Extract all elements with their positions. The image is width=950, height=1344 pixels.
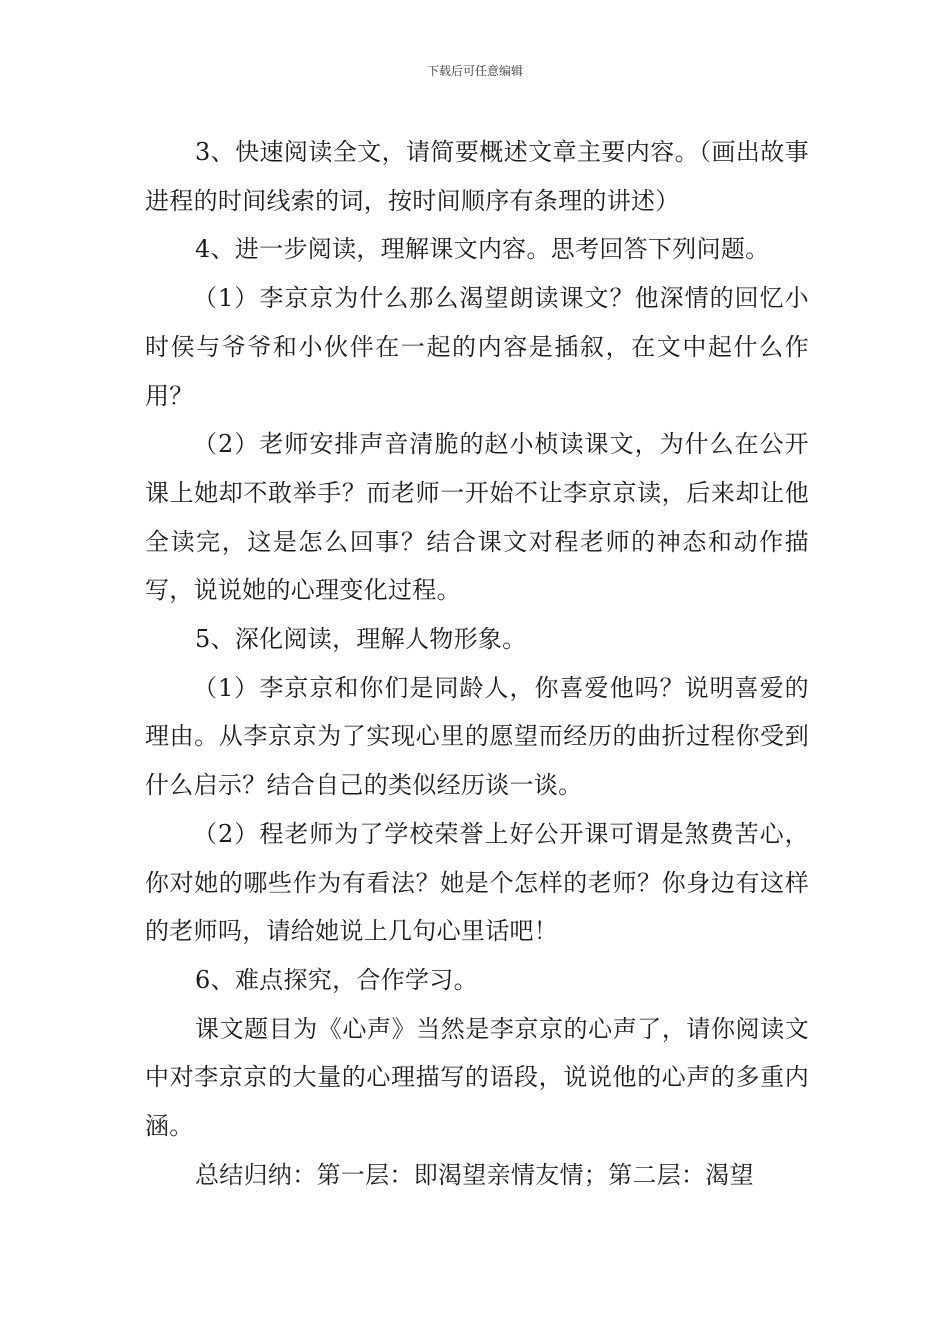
paragraph-step-4-question-1: （1）李京京为什么那么渴望朗读课文？他深情的回忆小时侯与爷爷和小伙伴在一起的内容是插叙，在文中起什么作用？ (145, 284, 809, 410)
paragraph-step-4-question-2: （2）老师安排声音清脆的赵小桢读课文，为什么在公开课上她却不敢举手？而老师一开始不让李京京读，后来却让他全读完，这是怎么回事？结合课文对程老师的神态和动作描写，说说她的心理变化过程。 (145, 430, 809, 605)
paragraph-step-5-question-1: （1）李京京和你们是同龄人，你喜爱他吗？说明喜爱的理由。从李京京为了实现心里的愿望而经历的曲折过程你受到什么启示？结合自己的类似经历谈一谈。 (145, 673, 809, 800)
paragraph-step-5: 5、深化阅读，理解人物形象。 (195, 625, 527, 654)
paragraph-step-4: 4、进一步阅读，理解课文内容。思考回答下列问题。 (195, 235, 770, 264)
paragraph-step-5-question-2: （2）程老师为了学校荣誉上好公开课可谓是煞费苦心，你对她的哪些作为有看法？她是个怎样的老师？你身边有这样的老师吗，请给她说上几句心里话吧！ (145, 819, 809, 946)
document-body (145, 128, 809, 1199)
paragraph-step-3: 3、快速阅读全文，请简要概述文章主要内容。（画出故事进程的时间线索的词，按时间顺序有条理的讲述） (145, 138, 809, 215)
page-header: 下载后可任意编辑 (426, 64, 523, 78)
paragraph-step-6-prompt: 课文题目为《心声》当然是李京京的心声了，请你阅读文中对李京京的大量的心理描写的语段，说说他的心声的多重内涵。 (145, 1014, 809, 1141)
paragraph-step-6: 6、难点探究，合作学习。 (195, 965, 478, 994)
paragraph-summary: 总结归纳：第一层：即渴望亲情友情；第二层：渴望 (195, 1160, 754, 1189)
